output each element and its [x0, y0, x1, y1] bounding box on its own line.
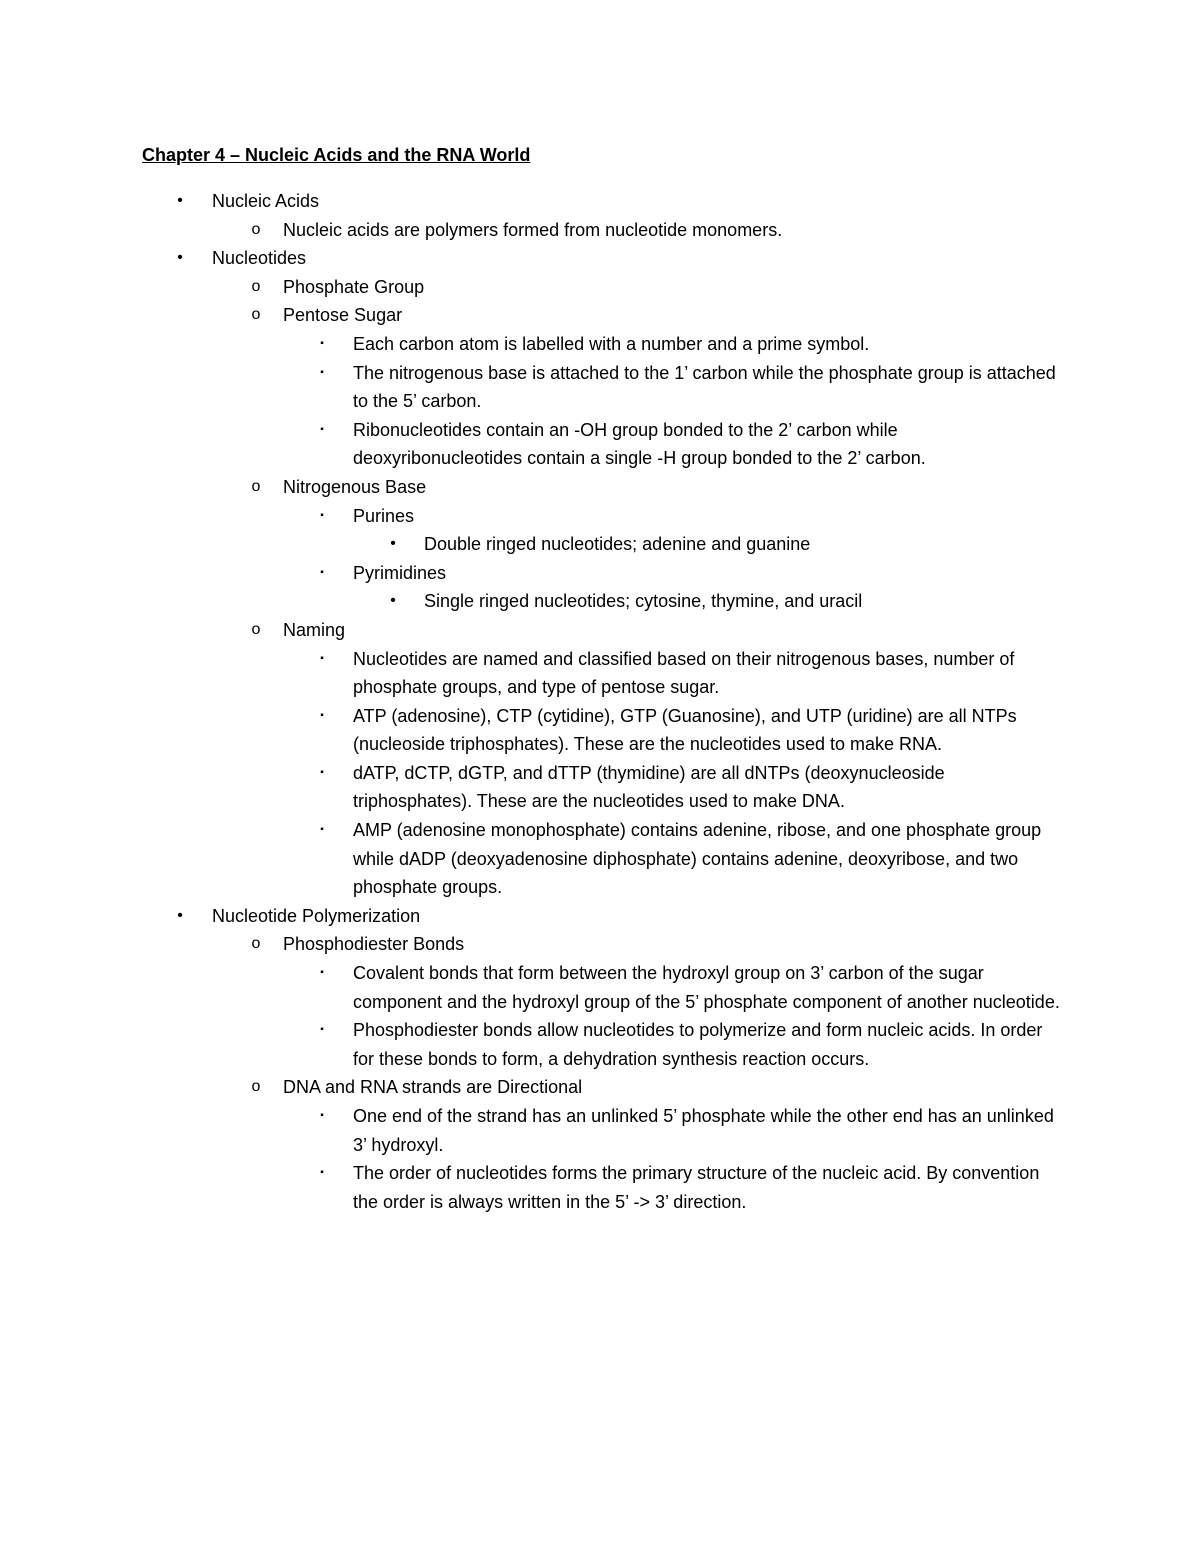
outline-item-text: DNA and RNA strands are Directional [283, 1077, 583, 1098]
outline-item-text: Nucleic Acids [212, 191, 320, 211]
bullet-marker: ▪ [320, 652, 324, 664]
outline-item-text: The order of nucleotides forms the primary structure of the nucleic acid. By convention the order is always written in the 5’ -> 3’ direction. [353, 1163, 1040, 1212]
bullet-marker: o [251, 306, 261, 324]
outline-item-level-3 [0, 1102, 1200, 1159]
outline-item-level-3 [0, 759, 1200, 816]
outline-item-level-2 [0, 273, 1200, 302]
outline-list [0, 187, 1200, 1216]
outline-item-level-3 [0, 1016, 1200, 1073]
chapter-title: Chapter 4 – Nucleic Acids and the RNA World [142, 145, 531, 165]
outline-item-text: Nucleotide Polymerization [212, 905, 421, 926]
bullet-marker: ▪ [320, 566, 324, 578]
bullet-marker: • [177, 192, 183, 209]
outline-item-level-2 [0, 616, 1200, 645]
outline-item-level-3 [0, 559, 1200, 588]
bullet-marker: ▪ [320, 766, 324, 778]
outline-item-text: Naming [283, 619, 346, 640]
bullet-marker: ▪ [320, 1167, 324, 1179]
outline-item-level-4 [0, 587, 1200, 616]
outline-item-level-3 [0, 502, 1200, 531]
bullet-marker: o [251, 1078, 261, 1096]
outline-item-level-3 [0, 645, 1200, 702]
outline-item-level-3 [0, 816, 1200, 902]
outline-item-level-3 [0, 702, 1200, 759]
bullet-marker: o [251, 935, 261, 953]
bullet-marker: ▪ [320, 709, 324, 721]
outline-item-level-2 [0, 473, 1200, 502]
outline-item-text: Phosphodiester bonds allow nucleotides to polymerize and form nucleic acids. In order for these bonds to form, a dehydration synthesis reaction occurs. [353, 1020, 1043, 1069]
bullet-marker: • [177, 249, 183, 267]
outline-item-level-3 [0, 330, 1200, 359]
bullet-marker: o [251, 277, 261, 295]
outline-item-text: One end of the strand has an unlinked 5’ phosphate while the other end has an unlinked 3’ hydroxyl. [353, 1106, 1054, 1155]
outline-item-level-2 [0, 216, 1200, 245]
outline-item-level-2 [0, 930, 1200, 959]
outline-item-level-1 [0, 187, 1200, 216]
bullet-marker: o [251, 220, 261, 238]
outline-item-text: Nucleic acids are polymers formed from nucleotide monomers. [283, 219, 783, 240]
outline-item-text: Double ringed nucleotides; adenine and guanine [424, 534, 811, 555]
bullet-marker: o [251, 477, 261, 495]
outline-item-level-4 [0, 530, 1200, 559]
outline-item-text: The nitrogenous base is attached to the 1’ carbon while the phosphate group is attached to the 5’ carbon. [353, 362, 1056, 412]
outline-item-text: ATP (adenosine), CTP (cytidine), GTP (Guanosine), and UTP (uridine) are all NTPs (nucleoside triphosphates). These are the nucleotides used to make RNA. [353, 705, 1017, 755]
outline-item-text: Pentose Sugar [283, 305, 403, 326]
outline-item-text: Purines [353, 505, 415, 526]
outline-item-level-2 [0, 301, 1200, 330]
bullet-marker: ▪ [320, 1110, 324, 1121]
outline-item-level-3 [0, 359, 1200, 416]
bullet-marker: • [177, 906, 183, 924]
bullet-marker: • [390, 592, 396, 610]
outline-item-text: Covalent bonds that form between the hydroxyl group on 3’ carbon of the sugar component and the hydroxyl group of the 5’ phosphate component of another nucleotide. [353, 963, 1060, 1012]
outline-item-level-3 [0, 959, 1200, 1016]
outline-item-text: Nucleotides are named and classified based on their nitrogenous bases, number of phosphate groups, and type of pentose sugar. [353, 648, 1015, 698]
outline-item-text: Each carbon atom is labelled with a number and a prime symbol. [353, 333, 870, 354]
bullet-marker: ▪ [320, 1024, 324, 1036]
bullet-marker: ▪ [320, 423, 324, 435]
outline-item-text: Single ringed nucleotides; cytosine, thymine, and uracil [424, 591, 863, 612]
outline-item-text: Ribonucleotides contain an -OH group bonded to the 2’ carbon while deoxyribonucleotides contain a single -H group bonded to the 2’ carbon. [353, 419, 926, 469]
outline-item-text: dATP, dCTP, dGTP, and dTTP (thymidine) are all dNTPs (deoxynucleoside triphosphates). These are the nucleotides used to make DNA. [353, 762, 945, 812]
bullet-marker: • [390, 535, 396, 553]
outline-item-level-3 [0, 416, 1200, 473]
bullet-marker: ▪ [320, 967, 324, 979]
bullet-marker: ▪ [320, 824, 324, 836]
outline-item-level-1 [0, 244, 1200, 273]
outline-item-text: AMP (adenosine monophosphate) contains adenine, ribose, and one phosphate group while dADP (deoxyadenosine diphosphate) contains adenine, deoxyribose, and two phosphate groups. [353, 820, 1042, 898]
outline-item-text: Nitrogenous Base [283, 476, 427, 497]
outline-item-text: Phosphate Group [283, 276, 425, 297]
bullet-marker: ▪ [320, 509, 324, 521]
outline-item-level-1 [0, 902, 1200, 931]
outline-item-level-3 [0, 1159, 1200, 1216]
outline-item-text: Pyrimidines [353, 562, 447, 583]
bullet-marker: o [251, 620, 261, 638]
bullet-marker: ▪ [320, 366, 324, 378]
outline-item-text: Nucleotides [212, 248, 307, 269]
outline-item-level-2 [0, 1073, 1200, 1102]
bullet-marker: ▪ [320, 337, 324, 349]
outline-item-text: Phosphodiester Bonds [283, 934, 465, 955]
